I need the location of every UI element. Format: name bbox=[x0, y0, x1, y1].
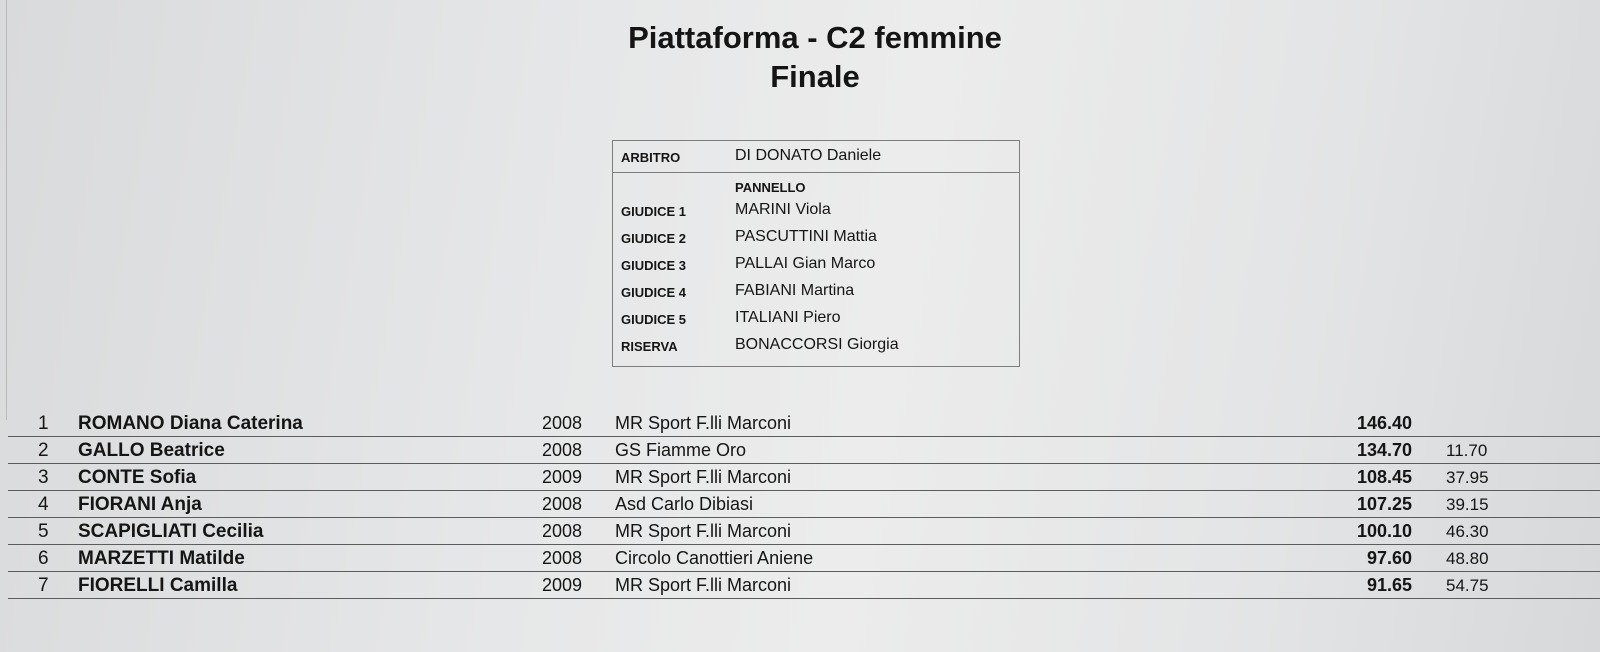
judge-row bbox=[613, 307, 1019, 333]
athlete-name: GALLO Beatrice bbox=[78, 440, 225, 461]
page-subtitle: Finale bbox=[770, 59, 860, 94]
total-score: 100.10 bbox=[1356, 521, 1412, 541]
rank: 1 bbox=[38, 413, 49, 434]
judge-name: PALLAI Gian Marco bbox=[735, 255, 876, 272]
page-title: Piattaforma - C2 femmine bbox=[628, 20, 1002, 55]
result-row bbox=[0, 518, 1600, 545]
club-name: Circolo Canottieri Aniene bbox=[615, 548, 814, 568]
birth-year: 2008 bbox=[542, 548, 583, 568]
athlete-name: MARZETTI Matilde bbox=[78, 548, 245, 569]
referee-row bbox=[613, 145, 1019, 171]
judge-row bbox=[613, 226, 1019, 252]
birth-year: 2008 bbox=[542, 494, 583, 514]
reserve-name: BONACCORSI Giorgia bbox=[735, 336, 899, 353]
score-gap: 11.70 bbox=[1446, 441, 1488, 460]
result-row bbox=[0, 437, 1600, 464]
athlete-name: FIORANI Anja bbox=[78, 494, 202, 515]
judge-role: GIUDICE 1 bbox=[621, 204, 687, 219]
club-name: GS Fiamme Oro bbox=[615, 440, 747, 460]
rank: 2 bbox=[38, 440, 49, 461]
score-gap: 48.80 bbox=[1446, 549, 1489, 568]
total-score: 107.25 bbox=[1356, 494, 1412, 514]
score-gap: 54.75 bbox=[1446, 576, 1489, 595]
total-score: 108.45 bbox=[1356, 467, 1412, 487]
result-row bbox=[0, 491, 1600, 518]
judge-name: ITALIANI Piero bbox=[735, 309, 841, 326]
club-name: MR Sport F.lli Marconi bbox=[615, 575, 792, 595]
judge-role: GIUDICE 3 bbox=[621, 258, 687, 273]
judge-name: MARINI Viola bbox=[735, 201, 831, 218]
total-score: 91.65 bbox=[1366, 575, 1412, 595]
club-name: MR Sport F.lli Marconi bbox=[615, 521, 792, 541]
result-row bbox=[0, 572, 1600, 599]
rank: 5 bbox=[38, 521, 49, 542]
total-score: 134.70 bbox=[1356, 440, 1412, 460]
club-name: MR Sport F.lli Marconi bbox=[615, 467, 792, 487]
birth-year: 2009 bbox=[542, 575, 583, 595]
judge-row bbox=[613, 199, 1019, 225]
officials-divider bbox=[613, 172, 1019, 173]
birth-year: 2008 bbox=[542, 440, 583, 460]
reserve-row bbox=[613, 334, 1019, 360]
rank: 4 bbox=[38, 494, 49, 515]
athlete-name: SCAPIGLIATI Cecilia bbox=[78, 521, 264, 542]
panel-label: PANNELLO bbox=[735, 180, 806, 195]
club-name: Asd Carlo Dibiasi bbox=[615, 494, 754, 514]
row-rule bbox=[8, 598, 1600, 599]
birth-year: 2009 bbox=[542, 467, 583, 487]
athlete-name: ROMANO Diana Caterina bbox=[78, 413, 303, 434]
officials-box bbox=[612, 140, 1020, 367]
result-row bbox=[0, 410, 1600, 437]
rank: 7 bbox=[38, 575, 49, 596]
birth-year: 2008 bbox=[542, 413, 583, 433]
judge-role: GIUDICE 2 bbox=[621, 231, 687, 246]
rank: 3 bbox=[38, 467, 49, 488]
total-score: 146.40 bbox=[1356, 413, 1412, 433]
referee-role: ARBITRO bbox=[621, 150, 681, 165]
judge-row bbox=[613, 253, 1019, 279]
judge-role: GIUDICE 5 bbox=[621, 312, 687, 327]
panel-header-row bbox=[613, 175, 1019, 201]
rank: 6 bbox=[38, 548, 49, 569]
score-gap: 37.95 bbox=[1446, 468, 1489, 487]
score-gap: 39.15 bbox=[1446, 495, 1489, 514]
reserve-role: RISERVA bbox=[621, 339, 678, 354]
judge-row bbox=[613, 280, 1019, 306]
judge-name: PASCUTTINI Mattia bbox=[735, 228, 877, 245]
result-row bbox=[0, 545, 1600, 572]
club-name: MR Sport F.lli Marconi bbox=[615, 413, 792, 433]
birth-year: 2008 bbox=[542, 521, 583, 541]
score-gap: 46.30 bbox=[1446, 522, 1489, 541]
athlete-name: CONTE Sofia bbox=[78, 467, 197, 488]
total-score: 97.60 bbox=[1366, 548, 1412, 568]
referee-name: DI DONATO Daniele bbox=[735, 147, 882, 164]
athlete-name: FIORELLI Camilla bbox=[78, 575, 238, 596]
judge-name: FABIANI Martina bbox=[735, 282, 855, 299]
judge-role: GIUDICE 4 bbox=[621, 285, 687, 300]
result-row bbox=[0, 464, 1600, 491]
